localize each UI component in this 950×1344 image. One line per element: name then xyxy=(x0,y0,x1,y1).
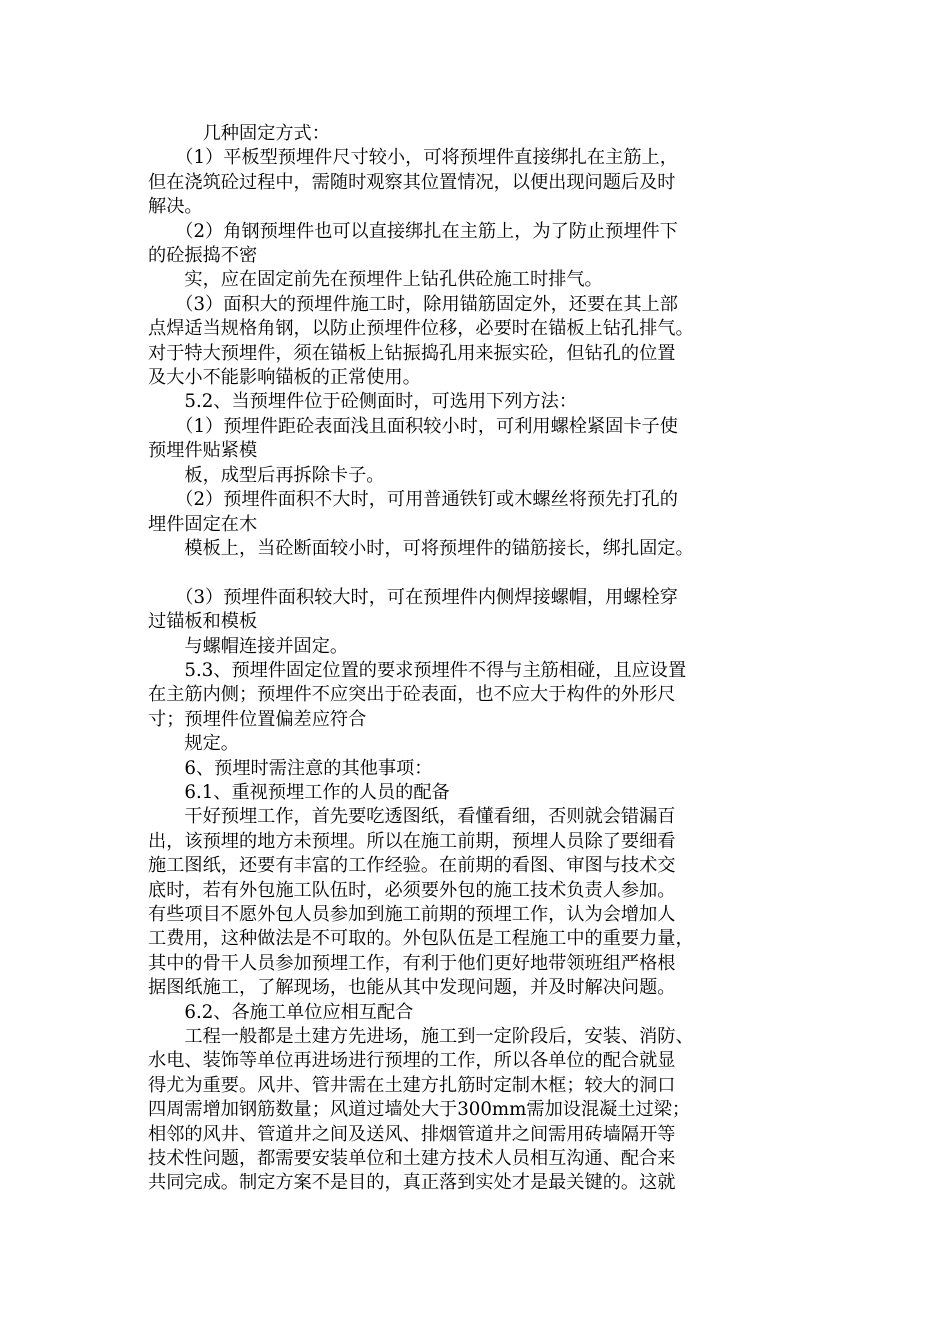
text-line: 及大小不能影响锚板的正常使用。 xyxy=(148,367,421,389)
text-line: 寸；预埋件位置偏差应符合 xyxy=(148,708,367,730)
text-line: 其中的骨干人员参加预埋工作，有利于他们更好地带领班组严格根 xyxy=(148,952,676,974)
text-line: 技术性问题，都需要安装单位和土建方技术人员相互沟通、配合来 xyxy=(148,1148,676,1170)
text-line: 预埋件贴紧模 xyxy=(148,440,258,462)
text-line: 与螺帽连接并固定。 xyxy=(148,635,349,657)
text-line: 解决。 xyxy=(148,196,203,218)
text-line: 过锚板和模板 xyxy=(148,611,258,633)
text-line: 5.2、当预埋件位于砼侧面时，可选用下列方法： xyxy=(148,391,578,413)
text-line: 工程一般都是土建方先进场，施工到一定阶段后，安装、消防、 xyxy=(148,1026,694,1048)
text-line: 水电、装饰等单位再进场进行预埋的工作，所以各单位的配合就显 xyxy=(148,1050,676,1072)
text-line: 有些项目不愿外包人员参加到施工前期的预埋工作，认为会增加人 xyxy=(148,903,676,925)
blank-line xyxy=(148,561,808,585)
text-line: 干好预埋工作，首先要吃透图纸，看懂看细，否则就会错漏百 xyxy=(148,806,676,828)
text-line: （3）面积大的预埋件施工时，除用锚筋固定外，还要在其上部 xyxy=(148,293,678,315)
text-line: 6.1、重视预埋工作的人员的配备 xyxy=(148,781,450,803)
text-line: 但在浇筑砼过程中，需随时观察其位置情况，以便出现问题后及时 xyxy=(148,171,676,193)
text-line: （1）平板型预埋件尺寸较小，可将预埋件直接绑扎在主筋上， xyxy=(148,147,678,169)
text-line: 5.3、预埋件固定位置的要求预埋件不得与主筋相碰，且应设置 xyxy=(148,659,687,681)
text-line: 在主筋内侧；预埋件不应突出于砼表面，也不应大于构件的外形尺 xyxy=(148,684,676,706)
text-line: 出，该预埋的地方未预埋。所以在施工前期，预埋人员除了要细看 xyxy=(148,830,676,852)
text-line: （1）预埋件距砼表面浅且面积较小时，可利用螺栓紧固卡子使 xyxy=(148,415,678,437)
text-line: 对于特大预埋件，须在锚板上钻振捣孔用来振实砼，但钻孔的位置 xyxy=(148,342,676,364)
text-line: 6、预埋时需注意的其他事项： xyxy=(148,757,433,779)
text-line: （2）预埋件面积不大时，可用普通铁钉或木螺丝将预先打孔的 xyxy=(148,489,678,511)
text-line: 实，应在固定前先在预埋件上钻孔供砼施工时排气。 xyxy=(148,269,603,291)
text-line: 埋件固定在木 xyxy=(148,513,258,535)
text-line: 规定。 xyxy=(148,733,239,755)
text-line: 模板上，当砼断面较小时，可将预埋件的锚筋接长，绑扎固定。 xyxy=(148,537,694,559)
text-line: 施工图纸，还要有丰富的工作经验。在前期的看图、审图与技术交 xyxy=(148,855,676,877)
text-line: 得尤为重要。风井、管井需在土建方扎筋时定制木框；较大的洞口 xyxy=(148,1074,676,1096)
text-line: 共同完成。制定方案不是目的，真正落到实处才是最关键的。这就 xyxy=(148,1172,676,1194)
document-body xyxy=(148,122,808,1196)
text-line: 四周需增加钢筋数量；风道过墙处大于300mm需加设混凝土过梁； xyxy=(148,1099,691,1121)
text-line: 6.2、各施工单位应相互配合 xyxy=(148,1001,414,1023)
text-line: 工费用，这种做法是不可取的。外包队伍是工程施工中的重要力量， xyxy=(148,928,694,950)
text-line: 点焊适当规格角钢，以防止预埋件位移，必要时在锚板上钻孔排气。 xyxy=(148,318,694,340)
text-line: 板，成型后再拆除卡子。 xyxy=(148,464,385,486)
text-line: 相邻的风井、管道井之间及送风、排烟管道井之间需用砖墙隔开等 xyxy=(148,1123,676,1145)
text-line: 的砼振捣不密 xyxy=(148,245,258,267)
text-line: 底时，若有外包施工队伍时，必须要外包的施工技术负责人参加。 xyxy=(148,879,676,901)
text-line: 据图纸施工，了解现场，也能从其中发现问题，并及时解决问题。 xyxy=(148,977,676,999)
text-line: （3）预埋件面积较大时，可在预埋件内侧焊接螺帽，用螺栓穿 xyxy=(148,586,678,608)
text-line: 几种固定方式： xyxy=(148,123,330,144)
text-line: （2）角钢预埋件也可以直接绑扎在主筋上，为了防止预埋件下 xyxy=(148,220,678,242)
